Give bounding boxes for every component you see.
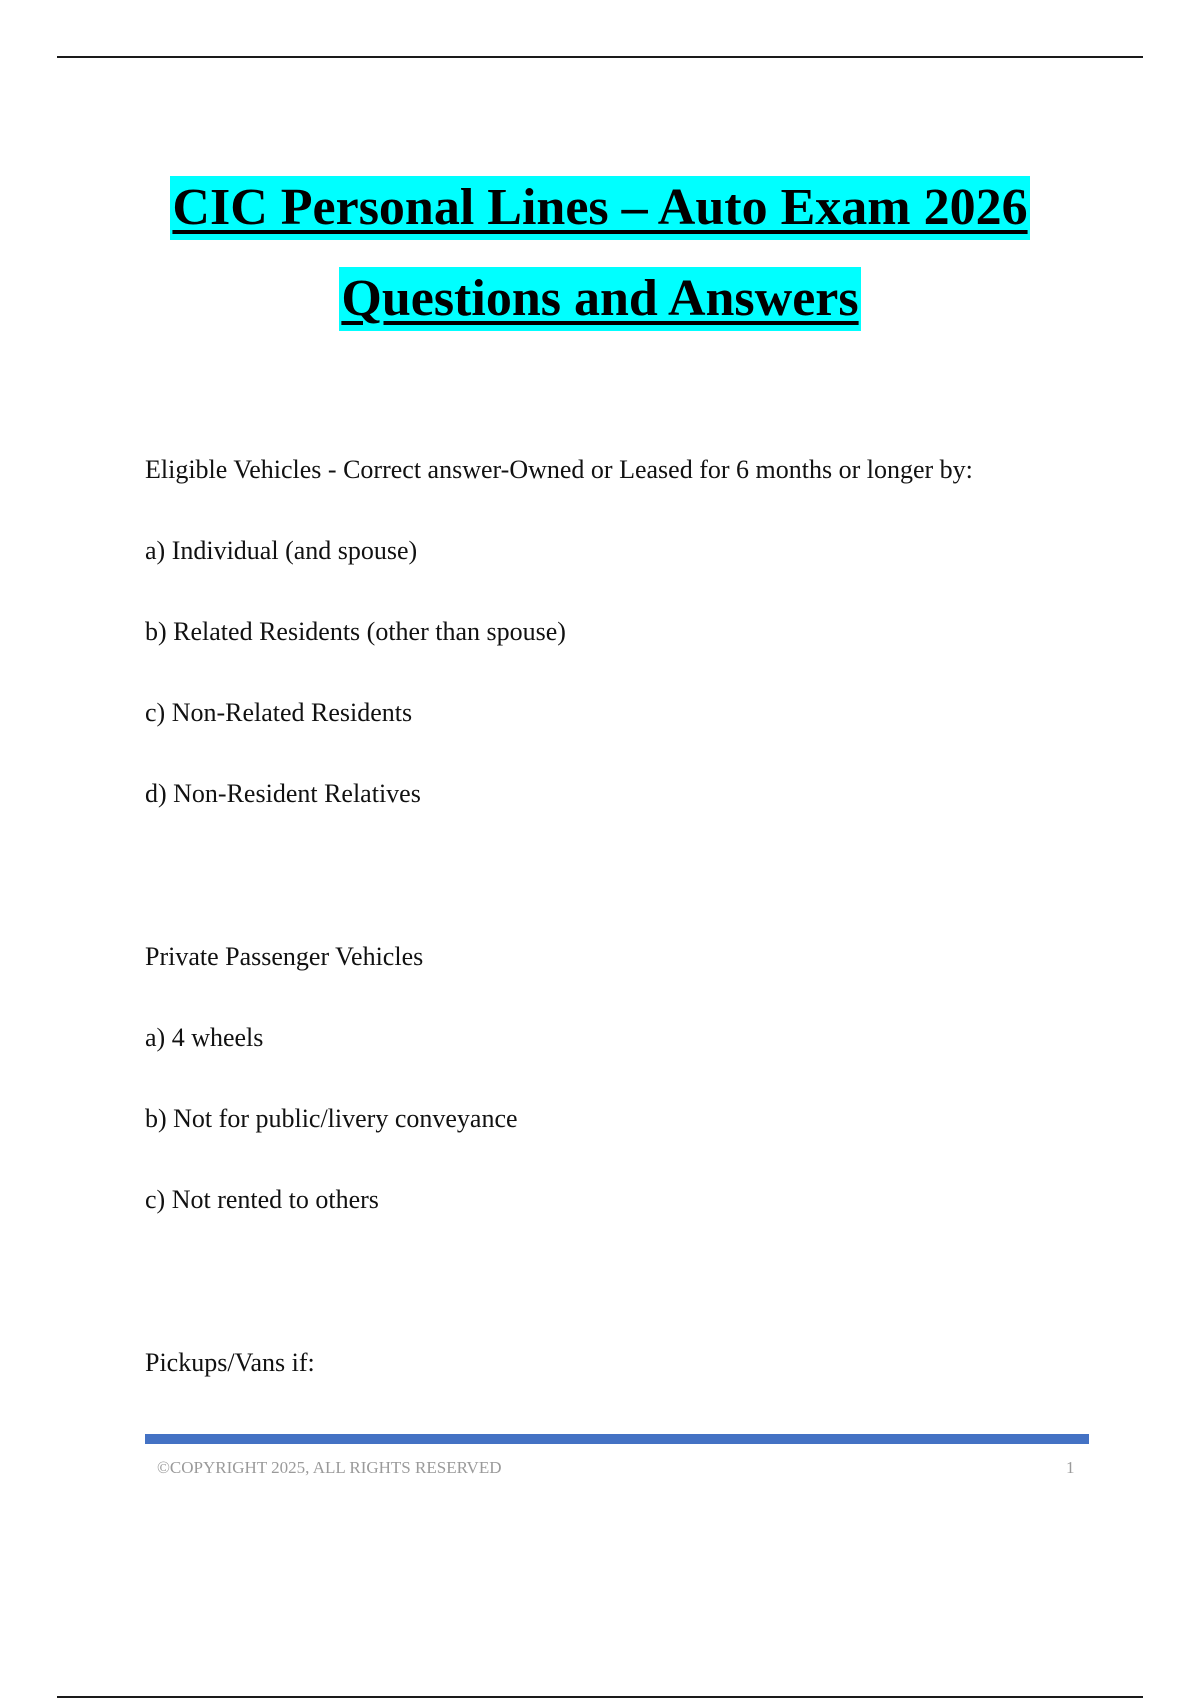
document-title [0, 176, 1200, 331]
footer-divider-bar [145, 1434, 1089, 1444]
page-number: 1 [1066, 1458, 1075, 1477]
footer-copyright: ©COPYRIGHT 2025, ALL RIGHTS RESERVED [157, 1458, 502, 1477]
list-item: a) Individual (and spouse) [145, 536, 418, 565]
section-heading-private-passenger: Private Passenger Vehicles [145, 942, 424, 971]
title-line-2: Questions and Answers [339, 267, 860, 331]
page-bottom-rule [57, 1696, 1143, 1698]
header-rule [57, 56, 1143, 58]
list-item: a) 4 wheels [145, 1023, 264, 1052]
list-item: c) Not rented to others [145, 1185, 379, 1214]
list-item: d) Non-Resident Relatives [145, 779, 421, 808]
list-item: b) Not for public/livery conveyance [145, 1104, 518, 1133]
title-line-1: CIC Personal Lines – Auto Exam 2026 [170, 176, 1029, 240]
section-heading-pickups-vans: Pickups/Vans if: [145, 1348, 315, 1377]
list-item: b) Related Residents (other than spouse) [145, 617, 566, 646]
document-body [145, 450, 1095, 1383]
section-heading-eligible-vehicles: Eligible Vehicles - Correct answer-Owned or Leased for 6 months or longer by: [145, 455, 973, 484]
list-item: c) Non-Related Residents [145, 698, 413, 727]
